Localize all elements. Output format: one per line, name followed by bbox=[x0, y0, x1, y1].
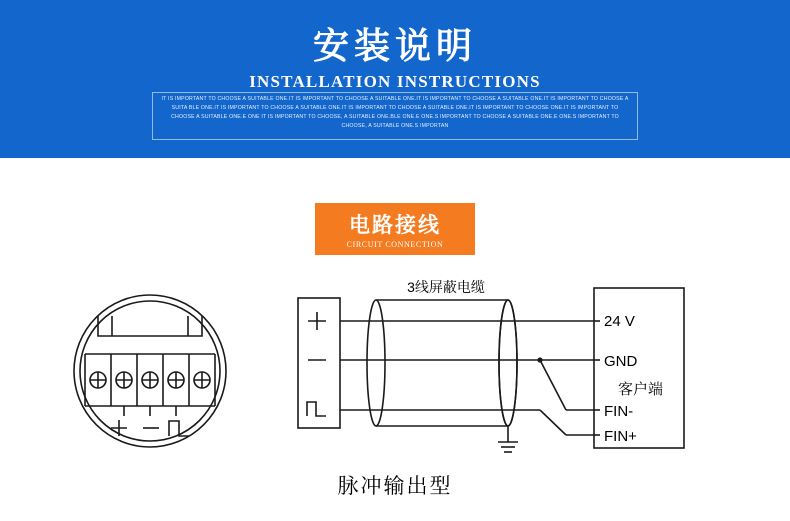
page-title-cn: 安装说明 bbox=[312, 25, 477, 66]
client-row-label-0: 24 V bbox=[604, 313, 635, 330]
page-title-en: INSTALLATION INSTRUCTIONS bbox=[249, 72, 541, 91]
sensor-housing-icon bbox=[74, 295, 226, 447]
section-heading-label-cn: 电路接线 bbox=[349, 214, 441, 237]
shielded-cable bbox=[367, 300, 594, 426]
client-block-title: 客户端 bbox=[618, 381, 664, 398]
terminal-block bbox=[298, 298, 372, 428]
client-row-label-2: FIN- bbox=[604, 403, 634, 420]
page-header-banner bbox=[0, 0, 790, 158]
banner-fineprint: IT IS IMPORTANT TO CHOOSE A SUITABLE ONE.IT IS IMPORTANT TO CHOOSE A SUITABLE ONE.IT IS IMPORTANT TO CHOOSE A SUITABLE ONE.IT IS IMPORTANT TO CHOOSE A SUITA BLE ONE.IT IS IMPORTANT TO CHOOSE A SUITABLE ONE.IT IS IMPORTANT TO CHOOSE A SUITABLE ONE.IT IS IMPORTANT TO CHOOSE ONE.IT IS IMPORTANT TO CHOOSE A SUITABLE ONE.E ONE IT IS IMPORTANT TO CHOOSE, A SUITABLE ONE.BLE ONE.E ONE.S IMPORTANT TO CHOOSE A SUITABLE ONE.E ONE.S IMPORTANT TO CHOOSE, A SUITABLE ONE.S IMPORTAN bbox=[161, 96, 629, 129]
section-heading-circuit-connection bbox=[315, 203, 475, 255]
section-heading-label-en: CIRCUIT CONNECTION bbox=[346, 240, 444, 249]
ground-symbol-icon bbox=[498, 426, 518, 452]
client-row-label-1: GND bbox=[604, 353, 638, 370]
client-terminal-fanout bbox=[537, 357, 594, 435]
client-row-label-3: FIN+ bbox=[604, 428, 637, 445]
cable-label: 3线屏蔽电缆 bbox=[407, 279, 485, 295]
diagram-caption: 脉冲输出型 bbox=[337, 475, 453, 498]
